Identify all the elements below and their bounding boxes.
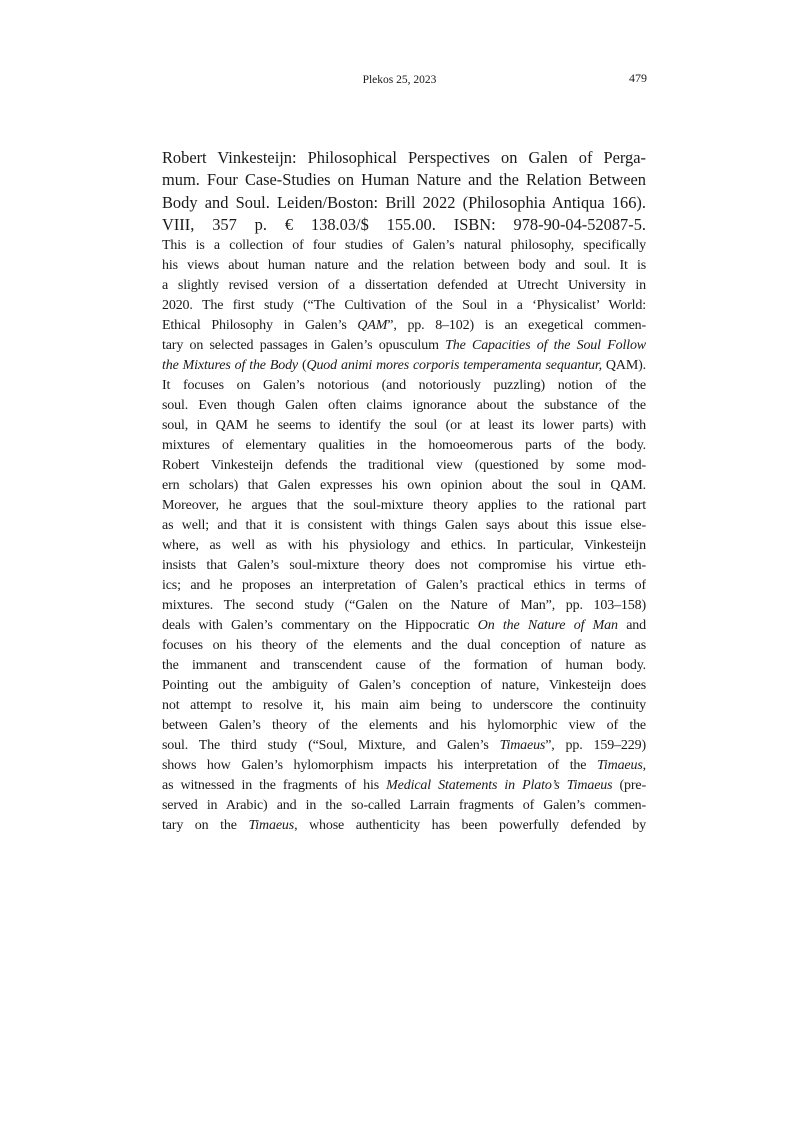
text-segment: ern scholars) that Galen expresses his own opinion about the soul in QAM. xyxy=(162,478,646,494)
italic-text: Medical Statements in Plato’s Timaeus xyxy=(386,778,613,794)
text-line xyxy=(162,396,646,416)
text-line xyxy=(162,316,646,336)
text-segment: a slightly revised version of a dissertation defended at Utrecht University in xyxy=(162,278,646,294)
text-line xyxy=(162,214,646,236)
italic-text: Timaeus xyxy=(597,758,643,774)
text-line xyxy=(162,436,646,456)
text-line xyxy=(162,192,646,214)
text-segment: 2020. The first study (“The Cultivation of the Soul in a ‘Physicalist’ World: xyxy=(162,298,646,314)
text-segment: Robert Vinkesteijn: Philosophical Perspectives on Galen of Perga- xyxy=(162,148,646,167)
text-line xyxy=(162,376,646,396)
text-segment: soul, in QAM he seems to identify the soul (or at least its lower parts) with xyxy=(162,418,646,434)
text-segment: soul. Even though Galen often claims ignorance about the substance of the xyxy=(162,398,646,414)
text-segment: tary on selected passages in Galen’s opusculum xyxy=(162,338,446,354)
text-segment: his views about human nature and the relation between body and soul. It is xyxy=(162,258,646,274)
text-line xyxy=(162,536,646,556)
italic-text: Quod animi mores corporis temperamenta sequantur, xyxy=(306,358,602,374)
text-segment: , whose authenticity has been powerfully defended by xyxy=(294,818,646,834)
italic-text: On the Nature of Man xyxy=(477,618,618,634)
text-line xyxy=(162,336,646,356)
text-line xyxy=(162,556,646,576)
text-segment: QAM). xyxy=(601,358,646,374)
text-segment: as well; and that it is consistent with things Galen says about this issue else- xyxy=(162,518,646,534)
text-segment: Robert Vinkesteijn defends the traditional view (questioned by some mod- xyxy=(162,458,646,474)
text-segment: where, as well as with his physiology and ethics. In particular, Vinkesteijn xyxy=(162,538,646,554)
text-line xyxy=(162,596,646,616)
running-head: Plekos 25, 2023 xyxy=(362,74,437,86)
text-segment: not attempt to resolve it, his main aim being to underscore the continuity xyxy=(162,698,646,714)
text-segment: Moreover, he argues that the soul-mixture theory applies to the rational part xyxy=(162,498,646,514)
text-line xyxy=(162,476,646,496)
text-segment: and xyxy=(617,618,646,634)
text-segment: between Galen’s theory of the elements and his hylomorphic view of the xyxy=(162,718,646,734)
text-segment: ”, pp. 159–229) xyxy=(545,738,646,754)
text-segment: focuses on his theory of the elements and the dual conception of nature as xyxy=(162,638,646,654)
text-line xyxy=(162,256,646,276)
text-line xyxy=(162,676,646,696)
text-segment: deals with Galen’s commentary on the Hippocratic xyxy=(162,618,478,634)
text-line xyxy=(162,416,646,436)
review-heading xyxy=(162,147,646,237)
italic-text: The Capacities of the Soul Follow xyxy=(445,338,646,354)
text-segment: served in Arabic) and in the so-called Larrain fragments of Galen’s commen- xyxy=(162,798,646,814)
text-line xyxy=(162,816,646,836)
text-segment: It focuses on Galen’s notorious (and notoriously puzzling) notion of the xyxy=(162,378,646,394)
review-body xyxy=(162,236,646,836)
text-segment: , xyxy=(642,758,646,774)
text-line xyxy=(162,636,646,656)
text-segment: tary on the xyxy=(162,818,249,834)
text-segment: mixtures of elementary qualities in the homoeomerous parts of the body. xyxy=(162,438,646,454)
text-line xyxy=(162,516,646,536)
text-line xyxy=(162,756,646,776)
text-line xyxy=(162,736,646,756)
text-line xyxy=(162,169,646,191)
text-segment: insists that Galen’s soul-mixture theory does not compromise his virtue eth- xyxy=(162,558,646,574)
text-segment: ( xyxy=(298,358,307,374)
text-segment: shows how Galen’s hylomorphism impacts his interpretation of the xyxy=(162,758,597,774)
text-line xyxy=(162,296,646,316)
italic-text: Timaeus xyxy=(499,738,546,754)
text-segment: This is a collection of four studies of Galen’s natural philosophy, specifically xyxy=(162,238,646,253)
text-line xyxy=(162,796,646,816)
text-segment: as witnessed in the fragments of his xyxy=(162,778,387,794)
text-segment: the immanent and transcendent cause of the formation of human body. xyxy=(162,658,646,674)
text-line xyxy=(162,147,646,169)
text-line xyxy=(162,776,646,796)
text-line xyxy=(162,616,646,636)
text-line xyxy=(162,716,646,736)
text-segment: VIII, 357 p. € 138.03/$ 155.00. ISBN: 978-90-04-52087-5. xyxy=(162,215,646,235)
text-line xyxy=(162,576,646,596)
text-segment: Ethical Philosophy in Galen’s xyxy=(162,318,358,334)
text-segment: soul. The third study (“Soul, Mixture, and Galen’s xyxy=(162,738,500,754)
text-line xyxy=(162,236,646,256)
text-segment: Pointing out the ambiguity of Galen’s conception of nature, Vinkesteijn does xyxy=(162,678,646,694)
text-line xyxy=(162,456,646,476)
text-segment: mixtures. The second study (“Galen on the Nature of Man”, pp. 103–158) xyxy=(162,598,646,614)
italic-text: the Mixtures of the Body xyxy=(162,358,298,374)
italic-text: QAM xyxy=(357,318,388,334)
text-segment: ics; and he proposes an interpretation of Galen’s practical ethics in terms of xyxy=(162,578,646,594)
page-number: 479 xyxy=(629,71,647,85)
text-segment: (pre- xyxy=(612,778,646,794)
text-line xyxy=(162,356,646,376)
text-segment: mum. Four Case-Studies on Human Nature and the Relation Between xyxy=(162,170,646,190)
text-segment: Body and Soul. Leiden/Boston: Brill 2022 (Philosophia Antiqua 166). xyxy=(162,192,646,212)
text-line xyxy=(162,496,646,516)
italic-text: Timaeus xyxy=(248,818,295,834)
text-line xyxy=(162,696,646,716)
text-line xyxy=(162,276,646,296)
text-line xyxy=(162,656,646,676)
text-segment: ”, pp. 8–102) is an exegetical commen- xyxy=(387,318,646,334)
